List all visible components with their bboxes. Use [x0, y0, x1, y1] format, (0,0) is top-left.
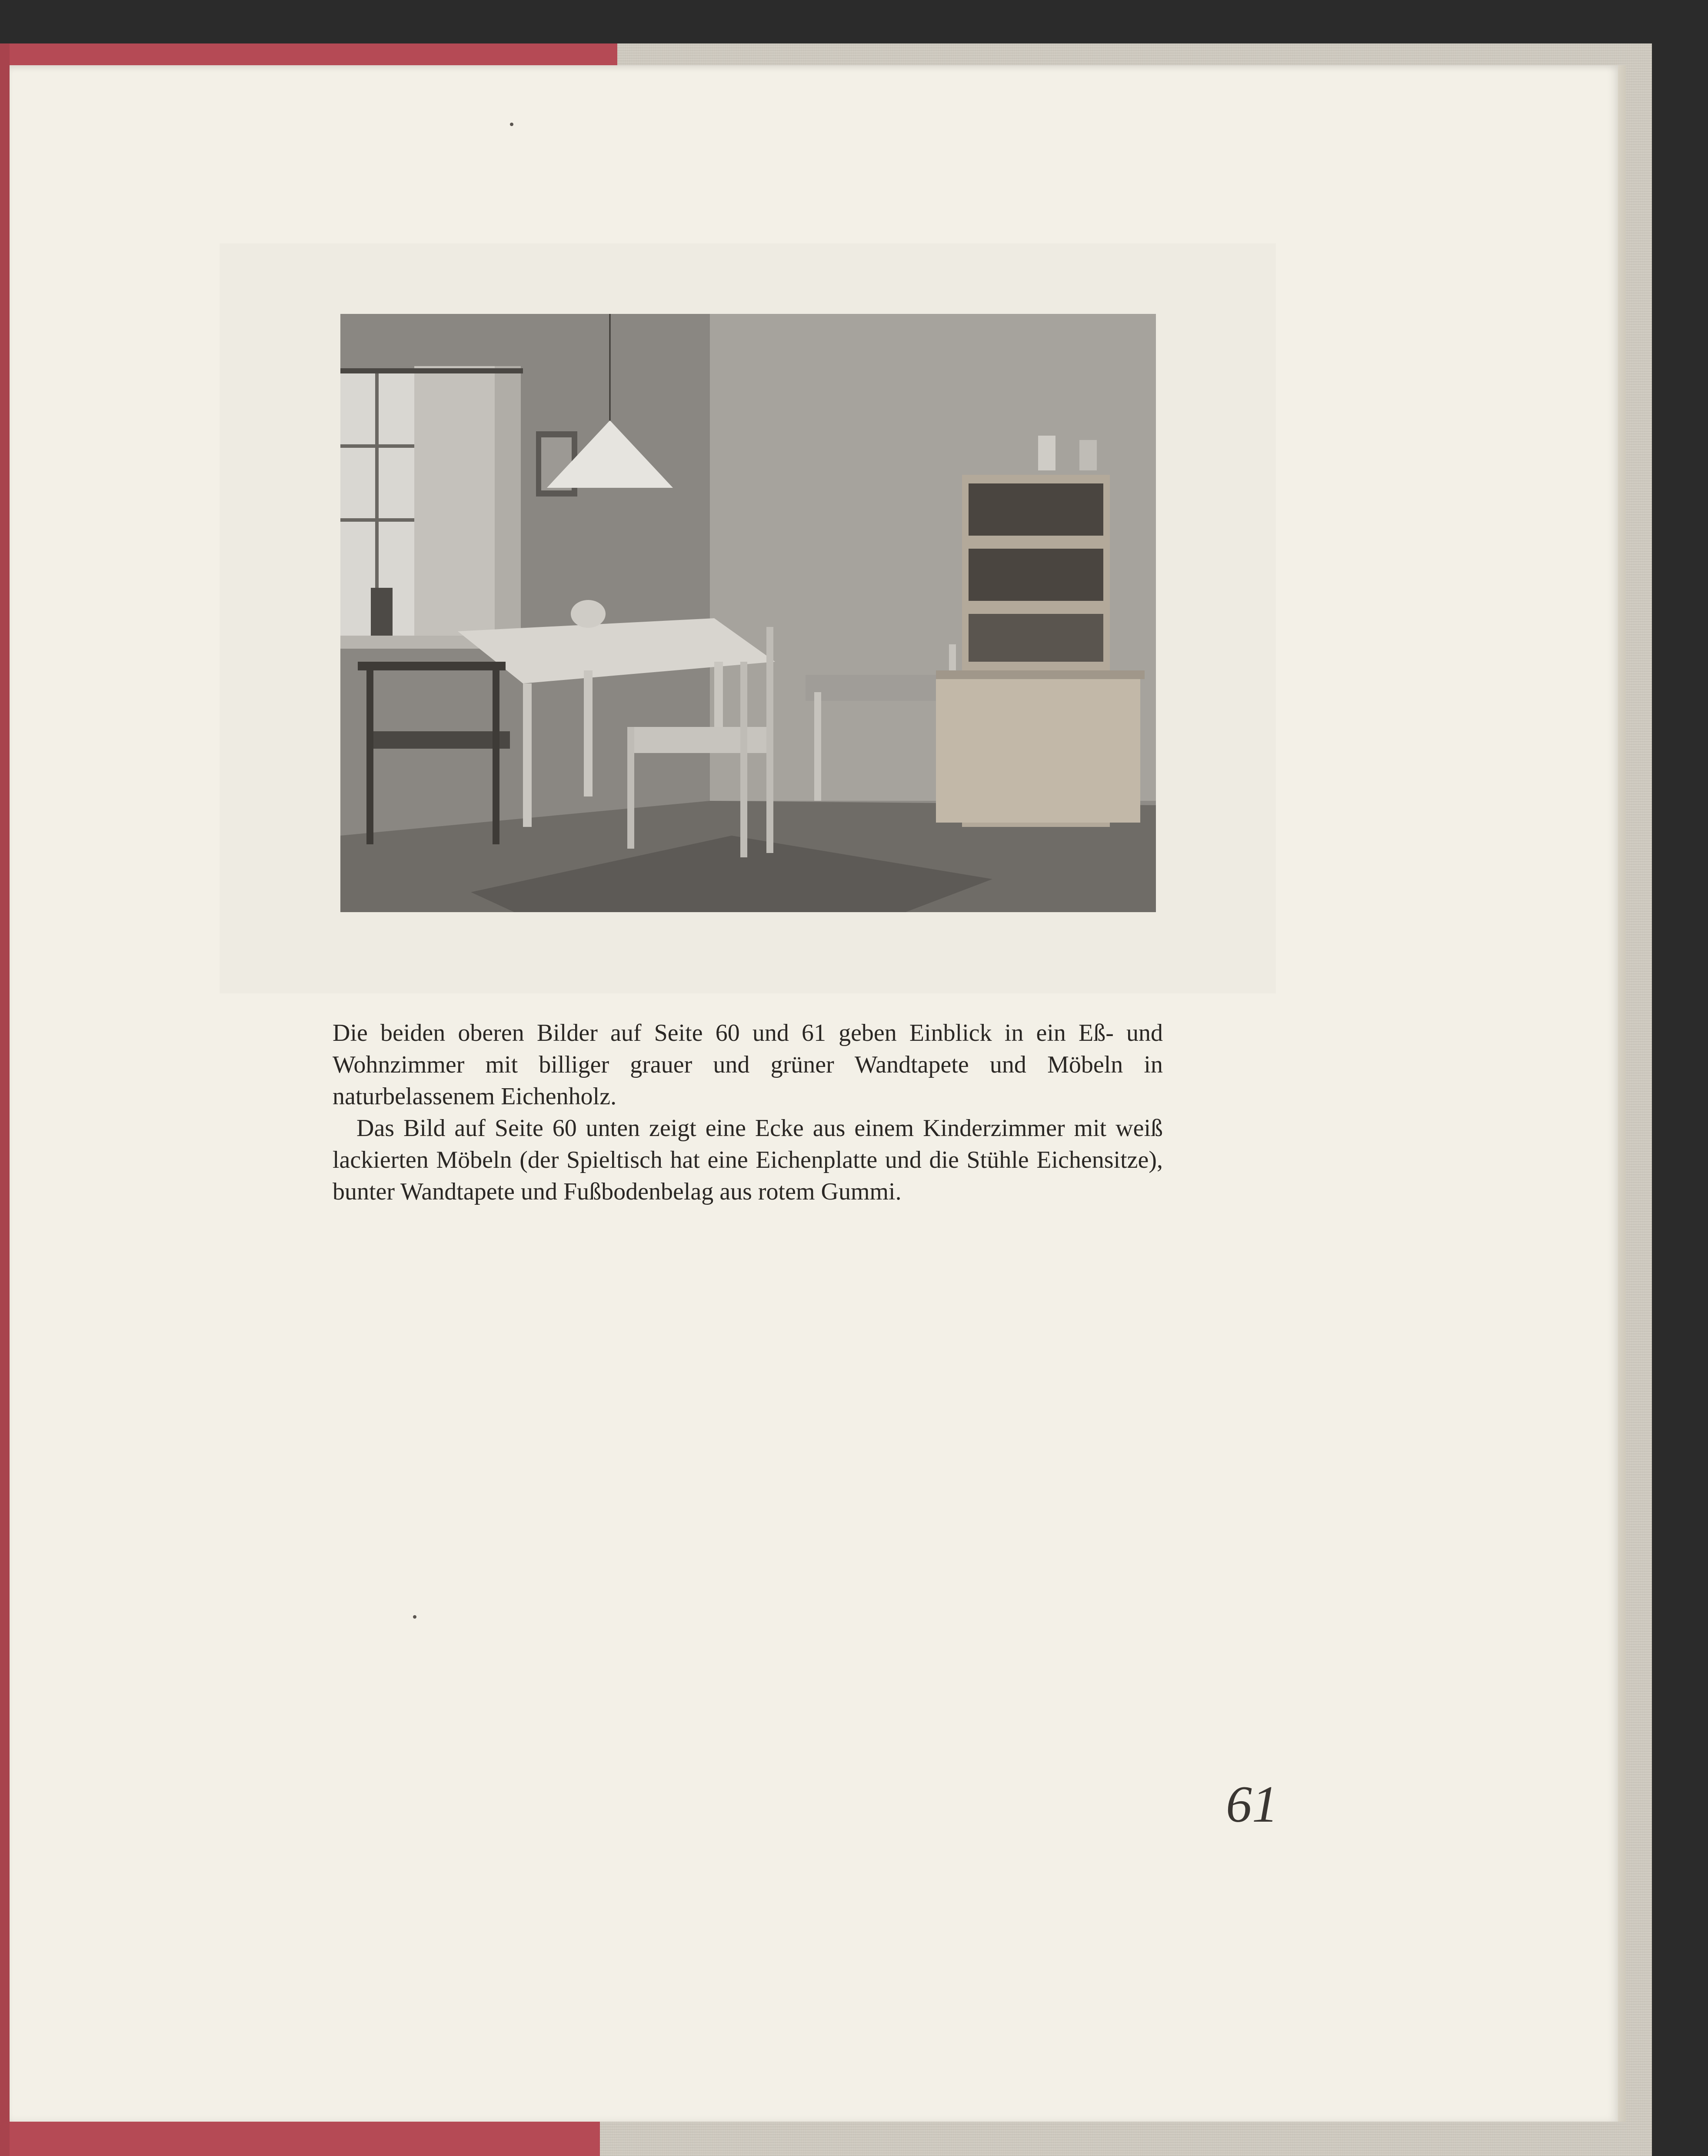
page-number: 61: [1226, 1775, 1278, 1833]
binding-red-bottom: [0, 2122, 600, 2156]
caption-paragraph-1: Die beiden oberen Bilder auf Seite 60 und 61 geben Einblick in ein Eß- und Wohnzimmer mit billiger grauer und grüner Wandtapete und Möbeln in naturbelassenem Eichenholz.: [333, 1020, 1163, 1110]
room-photograph: [340, 314, 1156, 912]
binding-red-left: [0, 43, 10, 2156]
caption-text: [333, 1017, 1163, 1208]
paper-speck: [510, 123, 513, 126]
caption-paragraph-2: Das Bild auf Seite 60 unten zeigt eine Ecke aus einem Kinderzimmer mit weiß lackierten Möbeln (der Spieltisch hat eine Eichenplatte und die Stühle Eichensitze), bunter Wandtapete und Fußbodenbelag aus rotem Gummi.: [333, 1115, 1163, 1205]
paper-speck: [413, 1615, 416, 1619]
